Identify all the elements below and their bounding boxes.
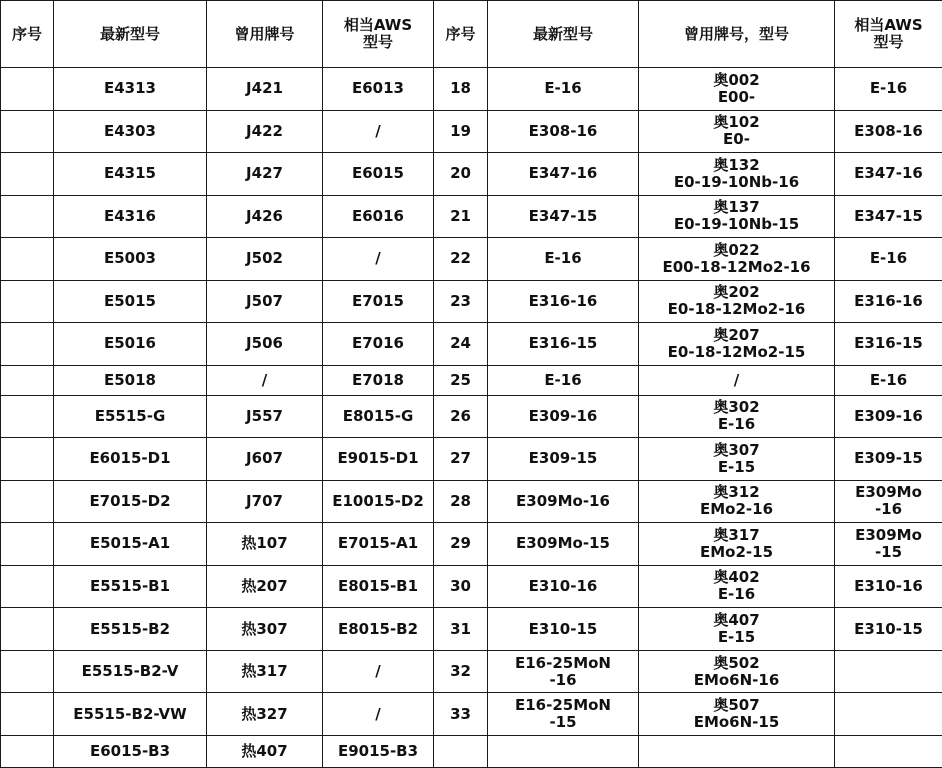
cell-aws-equivalent-right: [835, 365, 942, 395]
cell-former-grade-model: [639, 280, 835, 323]
cell-latest-model: E7015-D2: [54, 480, 207, 523]
cell-former-grade-model-line: E0-: [723, 130, 750, 149]
cell-former-grade-model: [639, 608, 835, 651]
cell-aws-equivalent: E7015-A1: [323, 523, 434, 566]
cell-aws-equivalent-right-line: E309-15: [854, 449, 923, 468]
cell-latest-model: E5015: [54, 280, 207, 323]
cell-former-grade-model-line: E0-19-10Nb-15: [673, 215, 800, 234]
cell-aws-equivalent-right-line: E309-16: [854, 406, 923, 425]
table-row: [1, 153, 942, 196]
cell-former-grade: J422: [207, 110, 323, 153]
cell-former-grade: J557: [207, 395, 323, 438]
cell-latest-model-right-line: E309Mo-16: [516, 491, 610, 510]
cell-former-grade: 热317: [207, 650, 323, 693]
cell-former-grade-model-line: 奥207: [713, 325, 760, 344]
header-latest-model: 最新型号: [54, 1, 207, 68]
cell-index-right: 23: [434, 280, 488, 323]
cell-former-grade: 热307: [207, 608, 323, 651]
cell-latest-model-right: [488, 365, 639, 395]
cell-latest-model: E5515-B2-V: [54, 650, 207, 693]
cell-latest-model-right-line: E309-16: [528, 406, 598, 425]
cell-aws-equivalent-right: [835, 110, 942, 153]
cell-index: [1, 565, 54, 608]
cell-latest-model-right-line: E310-16: [528, 576, 598, 595]
cell-aws-equivalent: E6013: [323, 68, 434, 111]
cell-latest-model-right-line: -15: [549, 713, 577, 732]
cell-aws-equivalent-right-line: -16: [874, 500, 903, 519]
cell-latest-model-right: [488, 110, 639, 153]
cell-index: [1, 608, 54, 651]
cell-former-grade-model: [639, 68, 835, 111]
cell-index-right: 24: [434, 323, 488, 366]
cell-latest-model: E5515-G: [54, 395, 207, 438]
cell-aws-equivalent-right: [835, 395, 942, 438]
cell-aws-equivalent-right: [835, 438, 942, 481]
cell-aws-equivalent: /: [323, 238, 434, 281]
cell-former-grade-model-line: 奥302: [713, 398, 760, 417]
cell-former-grade-model-line: E0-18-12Mo2-15: [667, 342, 806, 361]
cell-latest-model: E5003: [54, 238, 207, 281]
cell-latest-model: E6015-D1: [54, 438, 207, 481]
cell-aws-equivalent-right-line: E-16: [869, 249, 908, 268]
cell-latest-model: E4303: [54, 110, 207, 153]
cell-former-grade-model: [639, 693, 835, 736]
cell-latest-model-right-line: E16-25MoN: [514, 653, 611, 672]
cell-index: [1, 238, 54, 281]
cell-latest-model-right: [488, 195, 639, 238]
cell-former-grade-model-line: 奥312: [713, 483, 760, 502]
cell-latest-model-right-line: E308-16: [528, 121, 598, 140]
cell-index: [1, 365, 54, 395]
cell-former-grade-model-line: /: [733, 370, 740, 389]
header-aws-equivalent: [323, 1, 434, 68]
cell-aws-equivalent-right: [835, 480, 942, 523]
cell-aws-equivalent: E6015: [323, 153, 434, 196]
cell-aws-equivalent-right-line: E310-16: [854, 576, 923, 595]
cell-index-right: 20: [434, 153, 488, 196]
cell-index-right: 27: [434, 438, 488, 481]
cell-latest-model-right-line: E16-25MoN: [514, 696, 611, 715]
cell-aws-equivalent: /: [323, 693, 434, 736]
cell-former-grade-model-line: E0-19-10Nb-16: [673, 172, 800, 191]
table-row: [1, 735, 942, 767]
header-aws-right-line-2: 型号: [873, 33, 904, 51]
cell-former-grade-model-line: E00-18-12Mo2-16: [662, 257, 811, 276]
header-former-grade-model: 曾用牌号，型号: [639, 1, 835, 68]
cell-former-grade: J506: [207, 323, 323, 366]
cell-latest-model: E4313: [54, 68, 207, 111]
cell-former-grade-model-line: 奥022: [713, 240, 760, 259]
cell-former-grade-model-line: 奥202: [713, 283, 760, 302]
cell-aws-equivalent: E9015-B3: [323, 735, 434, 767]
cell-former-grade-model: [639, 523, 835, 566]
cell-former-grade-model-line: E-16: [717, 415, 756, 434]
cell-aws-equivalent: E10015-D2: [323, 480, 434, 523]
cell-former-grade: J707: [207, 480, 323, 523]
table-row: [1, 438, 942, 481]
cell-aws-equivalent-right: [835, 195, 942, 238]
cell-former-grade: J426: [207, 195, 323, 238]
cell-index-right: 22: [434, 238, 488, 281]
cell-latest-model-right-line: E310-15: [528, 619, 598, 638]
cell-latest-model-right-line: E347-15: [528, 206, 598, 225]
cell-former-grade-model-line: EMo6N-16: [693, 670, 780, 689]
table-row: [1, 195, 942, 238]
cell-aws-equivalent-right: [835, 565, 942, 608]
cell-latest-model-right-line: E347-16: [528, 164, 598, 183]
cell-latest-model-right-line: E-16: [544, 370, 582, 389]
cell-former-grade-model: [639, 650, 835, 693]
cell-latest-model-right-line: E309-15: [528, 449, 598, 468]
cell-former-grade: J427: [207, 153, 323, 196]
cell-former-grade-model-line: 奥307: [713, 440, 760, 459]
cell-index-right: 19: [434, 110, 488, 153]
cell-former-grade-model-line: E-15: [717, 457, 756, 476]
cell-aws-equivalent-right: [835, 323, 942, 366]
header-aws-equivalent-right: [835, 1, 942, 68]
cell-latest-model-right-line: E316-15: [528, 334, 598, 353]
cell-former-grade-model-line: EMo2-16: [699, 500, 773, 519]
cell-latest-model: E5515-B1: [54, 565, 207, 608]
cell-latest-model: E4316: [54, 195, 207, 238]
cell-aws-equivalent: E7018: [323, 365, 434, 395]
cell-former-grade: 热107: [207, 523, 323, 566]
cell-aws-equivalent: E9015-D1: [323, 438, 434, 481]
cell-aws-equivalent-right-line: -15: [874, 542, 903, 561]
cell-latest-model: E5018: [54, 365, 207, 395]
cell-index-right: 33: [434, 693, 488, 736]
header-latest-model-right: 最新型号: [488, 1, 639, 68]
cell-aws-equivalent-right: [835, 735, 942, 767]
table-row: [1, 565, 942, 608]
header-row: [1, 1, 942, 68]
cell-index: [1, 395, 54, 438]
header-index: 序号: [1, 1, 54, 68]
cell-latest-model-right-line: E316-16: [528, 291, 598, 310]
cell-former-grade-model-line: E-15: [717, 628, 756, 646]
table-body: [1, 68, 942, 768]
cell-former-grade-model-line: 奥137: [713, 198, 760, 217]
cell-index-right: 31: [434, 608, 488, 651]
cell-index-right: 32: [434, 650, 488, 693]
table-row: [1, 608, 942, 651]
cell-aws-equivalent: E7015: [323, 280, 434, 323]
cell-index: [1, 323, 54, 366]
cell-aws-equivalent: /: [323, 110, 434, 153]
cell-index: [1, 68, 54, 111]
cell-former-grade-model: [639, 110, 835, 153]
table-row: [1, 280, 942, 323]
cell-index: [1, 480, 54, 523]
table-row: [1, 323, 942, 366]
cell-former-grade-model: [639, 153, 835, 196]
cell-latest-model: E5515-B2: [54, 608, 207, 651]
cell-former-grade-model-line: 奥407: [713, 611, 760, 629]
cell-index-right: 29: [434, 523, 488, 566]
cell-index: [1, 735, 54, 767]
cell-index: [1, 195, 54, 238]
table-row: [1, 395, 942, 438]
cell-aws-equivalent: E8015-G: [323, 395, 434, 438]
cell-index: [1, 110, 54, 153]
cell-index-right: 18: [434, 68, 488, 111]
cell-latest-model-right-line: E-16: [544, 249, 582, 268]
cell-aws-equivalent-right: [835, 280, 942, 323]
cell-aws-equivalent-right-line: E316-15: [854, 334, 923, 353]
cell-index-right: 25: [434, 365, 488, 395]
cell-former-grade-model-line: EMo6N-15: [693, 713, 780, 732]
cell-aws-equivalent-right: [835, 608, 942, 651]
cell-latest-model-right: [488, 650, 639, 693]
table-row: [1, 480, 942, 523]
cell-former-grade: /: [207, 365, 323, 395]
cell-former-grade-model-line: 奥132: [713, 155, 760, 174]
cell-former-grade-model-line: EMo2-15: [699, 542, 773, 561]
header-former-grade: 曾用牌号: [207, 1, 323, 68]
cell-former-grade-model-line: E0-18-12Mo2-16: [667, 300, 806, 319]
table-row: [1, 68, 942, 111]
cell-aws-equivalent: E6016: [323, 195, 434, 238]
cell-latest-model: E4315: [54, 153, 207, 196]
cell-latest-model-right: [488, 438, 639, 481]
cell-former-grade-model: [639, 735, 835, 767]
cell-former-grade-model: [639, 323, 835, 366]
cell-aws-equivalent-right-line: E347-15: [854, 206, 923, 225]
cell-index-right: 28: [434, 480, 488, 523]
cell-latest-model: E5015-A1: [54, 523, 207, 566]
cell-former-grade-model: [639, 438, 835, 481]
cell-latest-model-right: [488, 280, 639, 323]
cell-index: [1, 153, 54, 196]
cell-aws-equivalent-right-line: E309Mo: [855, 483, 922, 502]
cell-latest-model-right: [488, 565, 639, 608]
cell-aws-equivalent-right: [835, 238, 942, 281]
cell-index: [1, 280, 54, 323]
cell-index: [1, 523, 54, 566]
cell-aws-equivalent: E8015-B2: [323, 608, 434, 651]
table-row: [1, 110, 942, 153]
cell-latest-model: E6015-B3: [54, 735, 207, 767]
table-row: [1, 650, 942, 693]
cell-aws-equivalent-right-line: E316-16: [854, 291, 923, 310]
header-aws-line-1: 相当AWS: [343, 16, 413, 34]
cell-former-grade-model: [639, 365, 835, 395]
cell-aws-equivalent: E7016: [323, 323, 434, 366]
cell-aws-equivalent-right: [835, 68, 942, 111]
cell-aws-equivalent: E8015-B1: [323, 565, 434, 608]
cell-index-right: 26: [434, 395, 488, 438]
cell-latest-model-right: [488, 523, 639, 566]
cell-latest-model-right-line: -16: [549, 670, 577, 689]
cell-former-grade-model: [639, 565, 835, 608]
table-row: [1, 365, 942, 395]
cell-former-grade-model: [639, 195, 835, 238]
cell-latest-model-right: [488, 153, 639, 196]
cell-latest-model-right: [488, 395, 639, 438]
cell-former-grade-model-line: 奥502: [713, 653, 760, 672]
cell-latest-model-right: [488, 608, 639, 651]
cell-aws-equivalent-right: [835, 693, 942, 736]
cell-latest-model: E5515-B2-VW: [54, 693, 207, 736]
cell-latest-model-right: [488, 323, 639, 366]
table-row: [1, 693, 942, 736]
cell-aws-equivalent-right-line: E-16: [869, 79, 908, 98]
cell-former-grade: J502: [207, 238, 323, 281]
cell-index-right: 30: [434, 565, 488, 608]
cell-former-grade-model: [639, 395, 835, 438]
cell-latest-model-right: [488, 480, 639, 523]
cell-latest-model-right-line: E-16: [544, 79, 582, 98]
cell-latest-model-right: [488, 735, 639, 767]
cell-aws-equivalent-right: [835, 650, 942, 693]
cell-aws-equivalent-right: [835, 153, 942, 196]
cell-former-grade-model-line: 奥317: [713, 525, 760, 544]
cell-aws-equivalent-right-line: E310-15: [854, 619, 923, 638]
cell-former-grade: 热407: [207, 735, 323, 767]
header-aws-line-2: 型号: [362, 33, 393, 51]
cell-aws-equivalent-right-line: E308-16: [854, 121, 923, 140]
cell-aws-equivalent-right: [835, 523, 942, 566]
cell-aws-equivalent: /: [323, 650, 434, 693]
cell-latest-model-right: [488, 238, 639, 281]
cell-former-grade-model-line: 奥507: [713, 696, 760, 715]
header-aws-right-line-1: 相当AWS: [854, 16, 923, 34]
cell-former-grade-model: [639, 480, 835, 523]
cell-former-grade-model-line: 奥102: [713, 113, 760, 132]
cell-former-grade: J421: [207, 68, 323, 111]
cell-latest-model-right: [488, 693, 639, 736]
cell-index-right: [434, 735, 488, 767]
cell-former-grade: J607: [207, 438, 323, 481]
table-row: [1, 523, 942, 566]
cell-index: [1, 650, 54, 693]
cell-former-grade-model-line: E00-: [717, 87, 756, 106]
cell-index-right: 21: [434, 195, 488, 238]
cell-former-grade: J507: [207, 280, 323, 323]
cell-latest-model-right: [488, 68, 639, 111]
cell-former-grade: 热327: [207, 693, 323, 736]
cell-former-grade-model-line: 奥002: [713, 70, 760, 89]
cell-latest-model-right-line: E309Mo-15: [516, 534, 610, 553]
cell-former-grade-model-line: 奥402: [713, 568, 760, 587]
cell-former-grade-model: [639, 238, 835, 281]
table-row: [1, 238, 942, 281]
cell-index: [1, 693, 54, 736]
cell-aws-equivalent-right-line: E347-16: [854, 164, 923, 183]
cell-index: [1, 438, 54, 481]
cell-aws-equivalent-right-line: E309Mo: [855, 525, 922, 544]
cell-latest-model: E5016: [54, 323, 207, 366]
cell-aws-equivalent-right-line: E-16: [869, 370, 908, 389]
cell-former-grade: 热207: [207, 565, 323, 608]
cell-former-grade-model-line: E-16: [717, 585, 756, 604]
header-index-right: 序号: [434, 1, 488, 68]
